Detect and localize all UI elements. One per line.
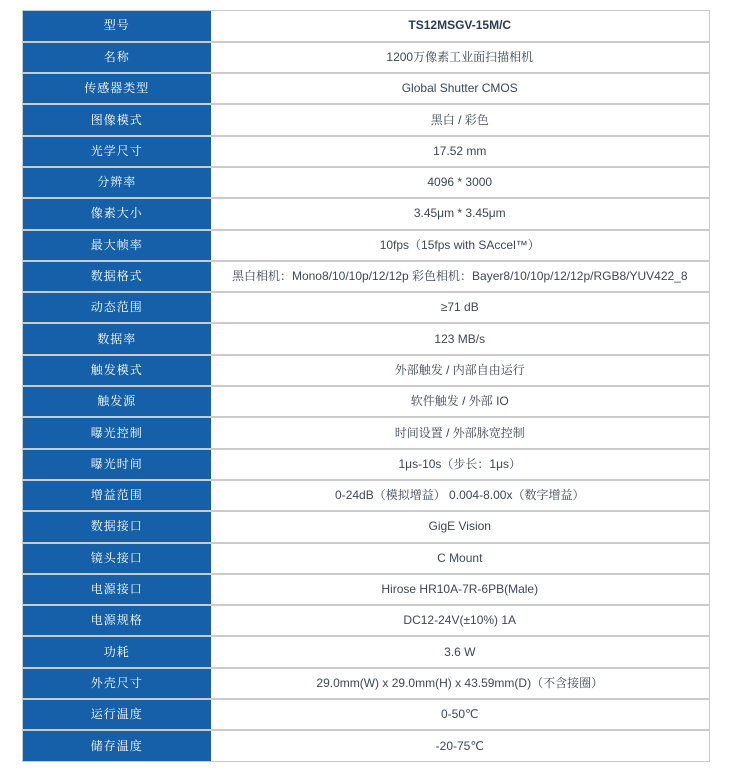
spec-label: 镜头接口 [23, 543, 211, 574]
spec-value: 外部触发 / 内部自由运行 [211, 355, 710, 386]
spec-value: 1μs-10s（步长：1μs） [211, 449, 710, 480]
spec-row [23, 323, 710, 354]
spec-label: 储存温度 [23, 730, 211, 761]
spec-label: 电源接口 [23, 574, 211, 605]
spec-label: 数据接口 [23, 511, 211, 542]
spec-table [22, 10, 710, 762]
spec-label: 触发模式 [23, 355, 211, 386]
spec-row [23, 230, 710, 261]
spec-row [23, 511, 710, 542]
spec-row [23, 261, 710, 292]
spec-value: 0-24dB（模拟增益） 0.004-8.00x（数字增益） [211, 480, 710, 511]
spec-value: GigE Vision [211, 511, 710, 542]
spec-label: 外壳尺寸 [23, 668, 211, 699]
spec-label: 数据率 [23, 323, 211, 354]
spec-label: 型号 [23, 11, 211, 42]
spec-value: 4096 * 3000 [211, 167, 710, 198]
spec-row [23, 417, 710, 448]
spec-value: 黑白 / 彩色 [211, 104, 710, 135]
spec-label: 最大帧率 [23, 230, 211, 261]
spec-row [23, 386, 710, 417]
spec-row [23, 355, 710, 386]
spec-value: -20-75℃ [211, 730, 710, 761]
spec-value: 0-50℃ [211, 699, 710, 730]
spec-row [23, 11, 710, 42]
spec-label: 光学尺寸 [23, 136, 211, 167]
spec-row [23, 574, 710, 605]
spec-value: 123 MB/s [211, 323, 710, 354]
spec-row [23, 449, 710, 480]
spec-label: 触发源 [23, 386, 211, 417]
spec-row [23, 480, 710, 511]
spec-row [23, 167, 710, 198]
spec-value: C Mount [211, 543, 710, 574]
spec-label: 曝光时间 [23, 449, 211, 480]
spec-label: 传感器类型 [23, 73, 211, 104]
spec-value: 3.6 W [211, 636, 710, 667]
spec-label: 图像模式 [23, 104, 211, 135]
spec-label: 曝光控制 [23, 417, 211, 448]
spec-row [23, 73, 710, 104]
spec-value: 1200万像素工业面扫描相机 [211, 42, 710, 73]
spec-row [23, 543, 710, 574]
spec-value: 黑白相机：Mono8/10/10p/12/12p 彩色相机：Bayer8/10/10p/12/12p/RGB8/YUV422_8 [211, 261, 710, 292]
spec-value: ≥71 dB [211, 292, 710, 323]
spec-row [23, 636, 710, 667]
spec-label: 名称 [23, 42, 211, 73]
spec-value: 17.52 mm [211, 136, 710, 167]
spec-row [23, 605, 710, 636]
spec-label: 像素大小 [23, 198, 211, 229]
spec-value: 10fps（15fps with SAccel™） [211, 230, 710, 261]
spec-value: TS12MSGV-15M/C [211, 11, 710, 42]
spec-row [23, 136, 710, 167]
spec-row [23, 42, 710, 73]
spec-value: Hirose HR10A-7R-6PB(Male) [211, 574, 710, 605]
spec-value: 29.0mm(W) x 29.0mm(H) x 43.59mm(D)（不含接圈） [211, 668, 710, 699]
spec-label: 动态范围 [23, 292, 211, 323]
spec-row [23, 699, 710, 730]
spec-label: 数据格式 [23, 261, 211, 292]
spec-value: DC12-24V(±10%) 1A [211, 605, 710, 636]
spec-value: Global Shutter CMOS [211, 73, 710, 104]
spec-row [23, 292, 710, 323]
spec-value: 时间设置 / 外部脉宽控制 [211, 417, 710, 448]
spec-label: 增益范围 [23, 480, 211, 511]
spec-value: 3.45μm * 3.45μm [211, 198, 710, 229]
spec-label: 功耗 [23, 636, 211, 667]
spec-label: 分辨率 [23, 167, 211, 198]
spec-label: 运行温度 [23, 699, 211, 730]
spec-row [23, 668, 710, 699]
spec-table-body [23, 11, 710, 762]
spec-row [23, 198, 710, 229]
spec-row [23, 104, 710, 135]
spec-label: 电源规格 [23, 605, 211, 636]
spec-value: 软件触发 / 外部 IO [211, 386, 710, 417]
spec-row [23, 730, 710, 761]
